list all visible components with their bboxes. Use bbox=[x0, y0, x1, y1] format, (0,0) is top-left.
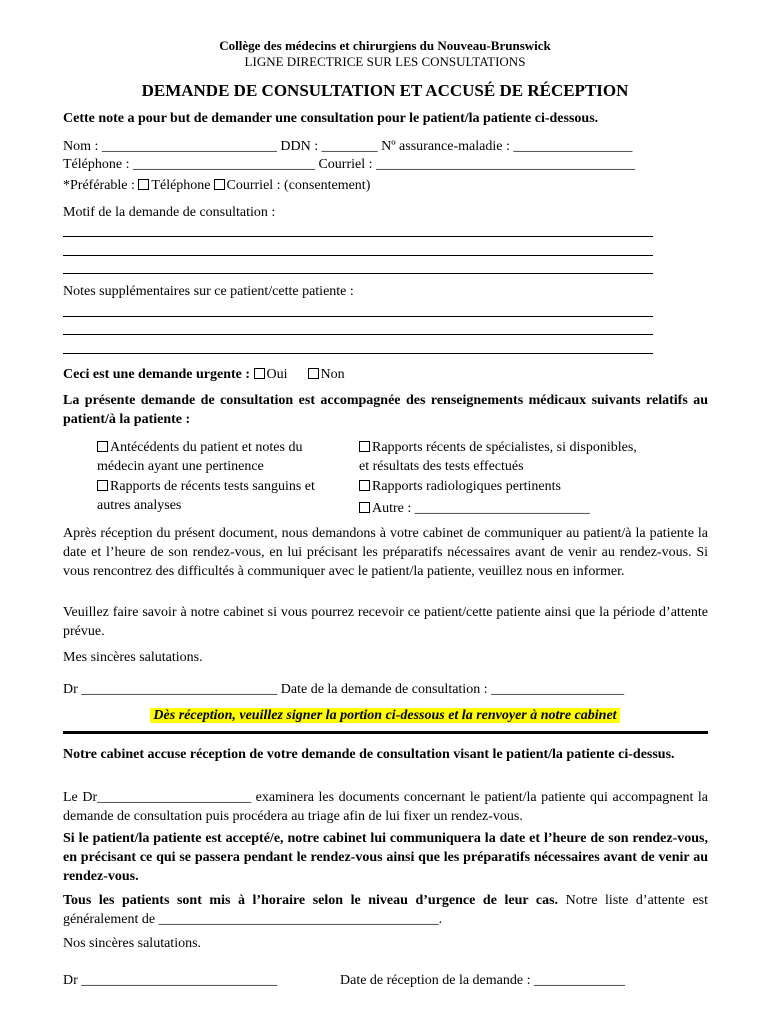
sign-instruction-text: Dès réception, veuillez signer la portion ci-dessous et la renvoyer à notre cabinet bbox=[150, 708, 619, 723]
reason-line-3[interactable] bbox=[63, 273, 653, 274]
signature-line-1[interactable]: Dr ____________________________ Date de la demande de consultation : ___________________ bbox=[63, 682, 625, 697]
notes-line-3[interactable] bbox=[63, 353, 653, 354]
history-label: Antécédents du patient et notes du médecin ayant une pertinence bbox=[97, 440, 303, 474]
checkbox-urgent-no[interactable] bbox=[308, 368, 319, 379]
radiology-label: Rapports radiologiques pertinents bbox=[372, 479, 561, 494]
phone-email-field[interactable]: Téléphone : __________________________ Courriel : _____________________________________ bbox=[63, 157, 636, 172]
sign-instruction bbox=[0, 707, 770, 724]
reason-line-2[interactable] bbox=[63, 255, 653, 256]
waitlist-bold: Tous les patients sont mis à l’horaire selon le niveau d’urgence de leur cas. bbox=[63, 893, 559, 908]
checkbox-other[interactable] bbox=[359, 502, 370, 513]
body-paragraph-2: Veuillez faire savoir à notre cabinet si vous pourrez recevoir ce patient/cette patiente ainsi que la période d’attente prévue. bbox=[63, 605, 708, 639]
reason-label: Motif de la demande de consultation : bbox=[63, 205, 276, 220]
notes-line-1[interactable] bbox=[63, 316, 653, 317]
signature-dr-2[interactable]: Dr ____________________________ bbox=[63, 973, 278, 988]
page-title: DEMANDE DE CONSULTATION ET ACCUSÉ DE RÉCEPTION bbox=[141, 81, 629, 100]
exam-text: Le Dr______________________ examinera les documents concernant le patient/la patiente qui accompagnent la demande de consultation puis procédera au triage afin de lui fixer un rendez-vous. bbox=[63, 790, 708, 824]
check-radiology-item bbox=[359, 477, 639, 496]
waitlist-rest: Notre liste d’attente est généralement de ________________________________________. bbox=[63, 893, 709, 927]
checkbox-radiology[interactable] bbox=[359, 480, 370, 491]
patient-name-field[interactable]: Nom : _________________________ DDN : ________ Nº assurance-maladie : _________________ bbox=[63, 139, 633, 154]
checkbox-urgent-yes[interactable] bbox=[254, 368, 265, 379]
ack-text: Notre cabinet accuse réception de votre demande de consultation visant le patient/la patiente ci-dessus. bbox=[63, 747, 675, 762]
salutation-2: Nos sincères salutations. bbox=[63, 936, 202, 951]
accompanied-text: La présente demande de consultation est accompagnée des renseignements médicaux suivants relatifs au patient/à la patiente : bbox=[63, 393, 708, 427]
reason-line-1[interactable] bbox=[63, 236, 653, 237]
urgent-label: Ceci est une demande urgente : bbox=[63, 367, 254, 382]
urgent-row bbox=[63, 366, 345, 383]
specialist-label: Rapports récents de spécialistes, si disponibles, et résultats des tests effectués bbox=[359, 440, 637, 474]
preferred-contact-row bbox=[63, 177, 370, 194]
check-blood-item bbox=[97, 477, 342, 515]
check-other-item bbox=[359, 499, 649, 518]
urgent-no-label: Non bbox=[320, 367, 345, 382]
divider-rule bbox=[63, 731, 708, 734]
intro-text: Cette note a pour but de demander une consultation pour le patient/la patiente ci-dessous. bbox=[63, 111, 599, 126]
accepted-text: Si le patient/la patiente est accepté/e, notre cabinet lui communiquera la date et l’heure de son rendez-vous, en précisant ce qui se passera pendant le rendez-vous ainsi que les préparatifs nécessaires avant de venir au rendez-vous. bbox=[63, 831, 708, 884]
checkbox-specialist[interactable] bbox=[359, 441, 370, 452]
notes-line-2[interactable] bbox=[63, 334, 653, 335]
body-paragraph-1: Après réception du présent document, nous demandons à votre cabinet de communiquer au patient/à la patiente la date et l’heure de son rendez-vous, en lui précisant les préparatifs nécessaires avant de venir au rendez-vous. Si vous rencontrez des difficultés à communiquer avec le patient/la patiente, veuillez nous en informer. bbox=[63, 526, 708, 579]
notes-label: Notes supplémentaires sur ce patient/cette patiente : bbox=[63, 284, 354, 299]
org-name: Collège des médecins et chirurgiens du Nouveau-Brunswick bbox=[219, 38, 551, 53]
check-specialist-item bbox=[359, 438, 639, 476]
other-label: Autre : _________________________ bbox=[372, 501, 590, 516]
guideline-title: LIGNE DIRECTRICE SUR LES CONSULTATIONS bbox=[244, 54, 526, 69]
waitlist-text bbox=[63, 891, 708, 929]
pref-email-label: Courriel : (consentement) bbox=[226, 178, 371, 193]
reception-date-field[interactable]: Date de réception de la demande : _____________ bbox=[340, 973, 625, 988]
preferred-label: *Préférable : bbox=[63, 178, 139, 193]
salutation-1: Mes sincères salutations. bbox=[63, 650, 203, 665]
checkbox-telephone[interactable] bbox=[138, 179, 149, 190]
pref-telephone-label: Téléphone bbox=[151, 178, 211, 193]
check-history-item bbox=[97, 438, 342, 476]
checkbox-history[interactable] bbox=[97, 441, 108, 452]
blood-tests-label: Rapports de récents tests sanguins et autres analyses bbox=[97, 479, 315, 513]
checkbox-blood-tests[interactable] bbox=[97, 480, 108, 491]
urgent-yes-label: Oui bbox=[266, 367, 288, 382]
checkbox-email[interactable] bbox=[214, 179, 225, 190]
